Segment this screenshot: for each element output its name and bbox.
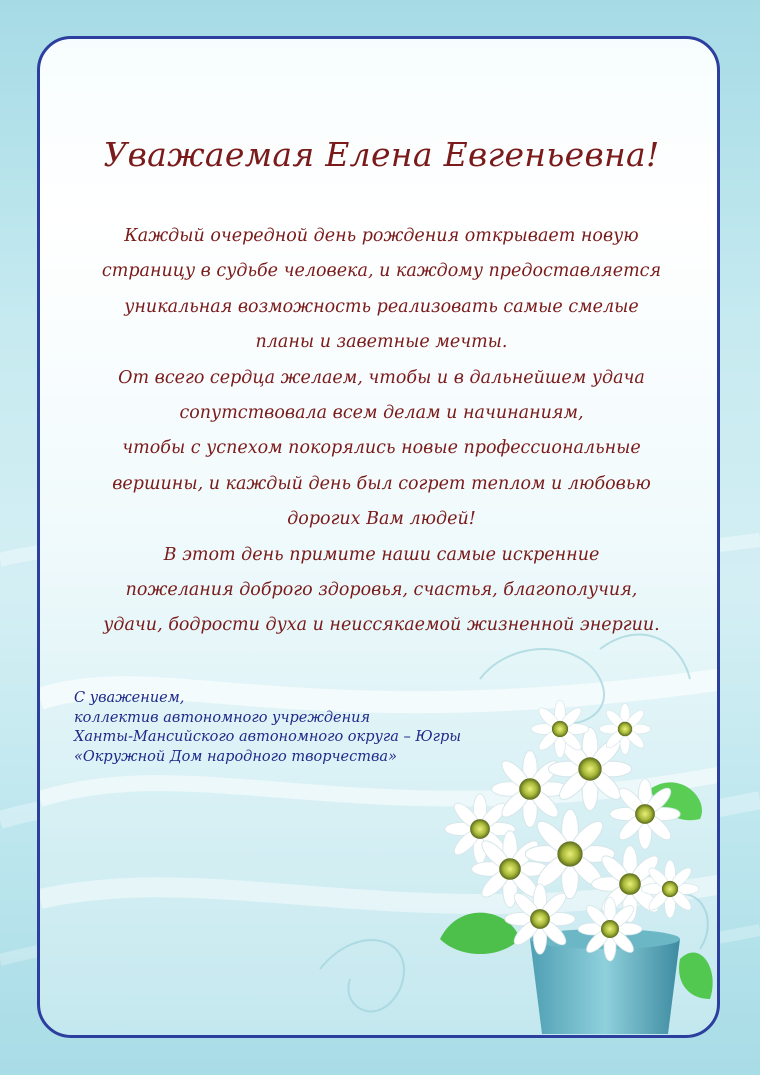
body-line: сопутствовала всем делам и начинаниям, xyxy=(179,403,584,424)
body-line: дорогих Вам людей! xyxy=(287,509,476,530)
body-line: планы и заветные мечты. xyxy=(255,332,508,353)
body-line: Каждый очередной день рождения открывает новую xyxy=(124,226,639,246)
signature-line: «Окружной Дом народного творчества» xyxy=(74,748,397,765)
body-line: В этот день примите наши самые искренние xyxy=(163,544,600,565)
body-line: удачи, бодрости духа и неиссякаемой жизненной энергии. xyxy=(103,615,660,636)
greeting-title: Уважаемая Елена Евгеньевна! xyxy=(103,135,660,174)
body-line: От всего сердца желаем, чтобы и в дальнейшем удача xyxy=(118,367,645,388)
signature-line: Ханты-Мансийского автономного округа – Югры xyxy=(74,729,462,745)
greeting-body xyxy=(80,219,683,644)
body-line: вершины, и каждый день был согрет теплом и любовью xyxy=(112,473,651,494)
signature-line: коллектив автономного учреждения xyxy=(74,709,371,726)
body-line: пожелания доброго здоровья, счастья, благополучия, xyxy=(125,580,638,601)
body-line: страницу в судьбе человека, и каждому предоставляется xyxy=(101,261,662,282)
body-line: чтобы с успехом покорялись новые профессиональные xyxy=(122,438,641,459)
letter-frame xyxy=(37,36,720,1038)
daisy-bouquet-illustration xyxy=(380,639,720,1038)
signature-line: С уважением, xyxy=(74,690,185,706)
body-line: уникальная возможность реализовать самые смелые xyxy=(124,296,639,317)
